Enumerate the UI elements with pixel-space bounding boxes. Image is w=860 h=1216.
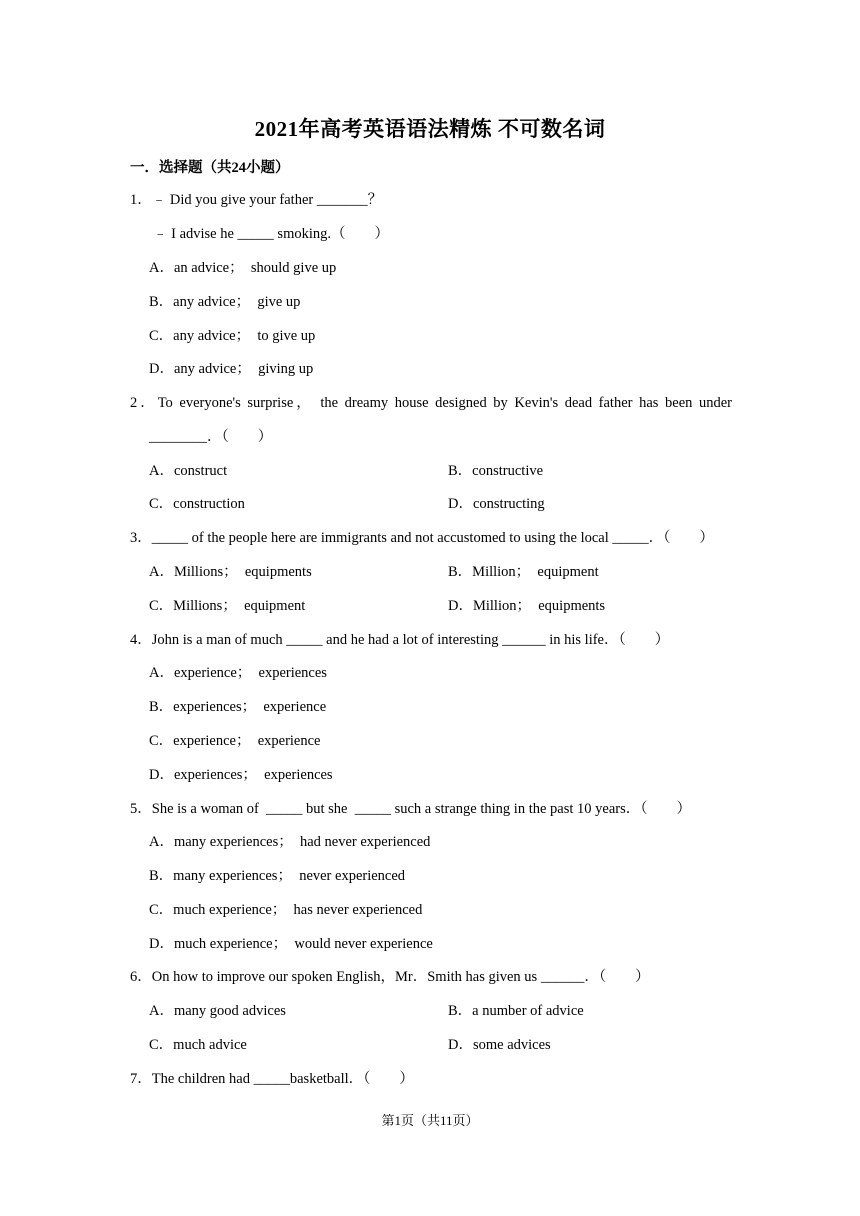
question-1-option-d: D．any advice； giving up <box>149 361 314 377</box>
question-2-option-d: D．constructing <box>448 496 545 512</box>
question-7-line-1: 7．The children had _____basketball．（ ） <box>130 1071 414 1087</box>
question-6-option-a: A．many good advices <box>149 1003 286 1019</box>
question-6-option-d: D．some advices <box>448 1037 551 1053</box>
question-2-option-a: A．construct <box>149 463 228 479</box>
question-3-line-1: 3．_____ of the people here are immigrants and not accustomed to using the local _____．（ ） <box>130 530 714 546</box>
question-2-line-2: ________．（ ） <box>149 429 273 445</box>
question-2-line-1: 2．To everyone's surprise， the dreamy house designed by Kevin's dead father has been under <box>130 395 732 411</box>
question-1-option-b: B．any advice； give up <box>149 294 301 310</box>
question-6-line-1: 6．On how to improve our spoken English，Mr．Smith has given us ______．（ ） <box>130 969 650 985</box>
question-4-option-c: C．experience； experience <box>149 733 321 749</box>
question-3-option-c: C．Millions； equipment <box>149 598 306 614</box>
question-6-option-b: B．a number of advice <box>448 1003 584 1019</box>
question-4-option-d: D．experiences； experiences <box>149 767 333 783</box>
document-title: 2021年高考英语语法精炼 不可数名词 <box>254 117 606 141</box>
question-5-option-d: D．much experience； would never experience <box>149 936 433 952</box>
question-3-option-b: B．Million； equipment <box>448 564 599 580</box>
question-1-option-c: C．any advice； to give up <box>149 328 316 344</box>
question-4-line-1: 4．John is a man of much _____ and he had a lot of interesting ______ in his life．（ ） <box>130 632 670 648</box>
section-heading: 一．选择题（共24小题） <box>130 160 290 176</box>
question-1-line-1: 1．﹣ Did you give your father _______？ <box>130 192 383 208</box>
question-1-line-2: ﹣ I advise he _____ smoking.（ ） <box>153 226 390 242</box>
question-5-option-a: A．many experiences； had never experienced <box>149 834 431 850</box>
question-3-option-a: A．Millions； equipments <box>149 564 312 580</box>
question-5-line-1: 5．She is a woman of _____ but she _____ such a strange thing in the past 10 years．（ ） <box>130 801 691 817</box>
question-1-option-a: A．an advice； should give up <box>149 260 337 276</box>
question-5-option-b: B．many experiences； never experienced <box>149 868 406 884</box>
question-2-option-c: C．construction <box>149 496 245 512</box>
question-2-option-b: B．constructive <box>448 463 544 479</box>
question-5-option-c: C．much experience； has never experienced <box>149 902 423 918</box>
question-6-option-c: C．much advice <box>149 1037 247 1053</box>
page-footer: 第1页（共11页） <box>381 1113 479 1128</box>
question-3-option-d: D．Million； equipments <box>448 598 606 614</box>
question-4-option-a: A．experience； experiences <box>149 665 327 681</box>
question-4-option-b: B．experiences； experience <box>149 699 327 715</box>
